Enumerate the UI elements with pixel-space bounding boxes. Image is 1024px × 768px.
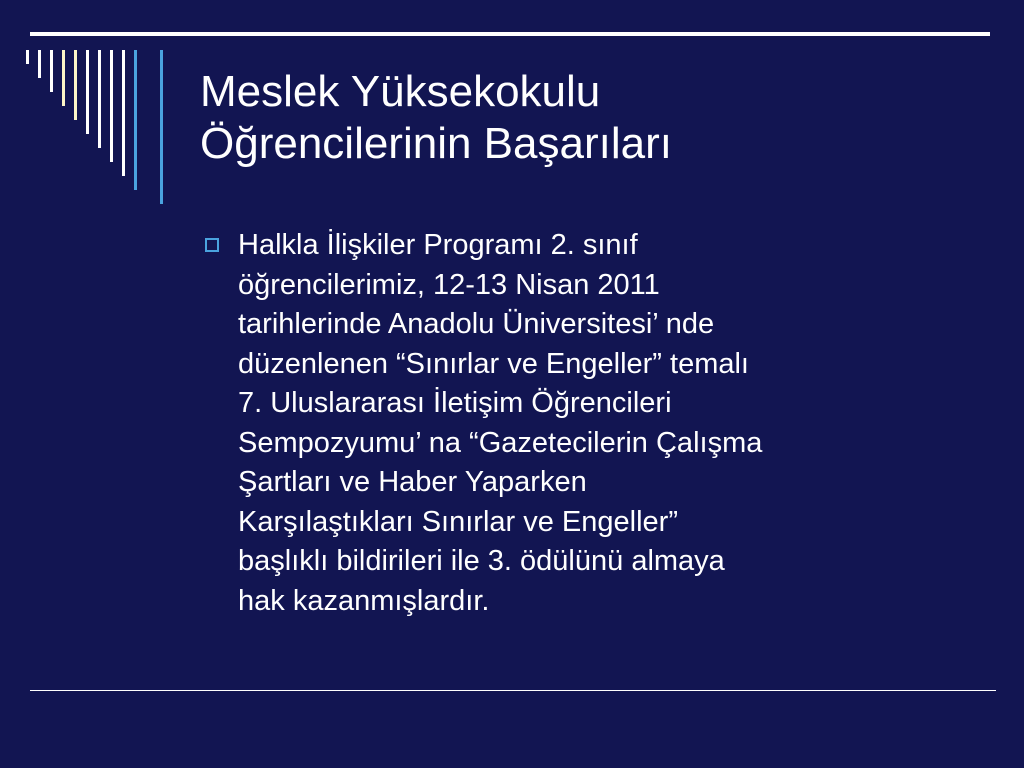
stripe [122,50,125,176]
title-line: Meslek Yüksekokulu [200,67,601,116]
bullet-line: düzenlenen “Sınırlar ve Engeller” temalı [238,347,749,380]
bullet-line: Karşılaştıkları Sınırlar ve Engeller” [238,505,678,538]
bullet-line: 7. Uluslararası İletişim Öğrencileri [238,387,672,419]
bullet-text [238,226,980,621]
hollow-square-bullet-icon [205,238,219,252]
stripe [74,50,77,120]
title-line: Öğrencilerinin Başarıları [200,119,672,168]
stripe [134,50,137,190]
bullet-line: başlıklı bildirileri ile 3. ödülünü almaya [238,545,725,577]
stripe [98,50,101,148]
bullet-line: öğrencilerimiz, 12-13 Nisan 2011 [238,268,660,301]
stripe [160,50,163,204]
bullet-line: Halkla İlişkiler Programı 2. sınıf [238,229,638,261]
stripe [38,50,41,78]
bullet-item [200,226,980,621]
bullet-list [200,226,980,621]
stripe [110,50,113,162]
slide-title [200,66,980,170]
bullet-line: Şartları ve Haber Yaparken [238,466,587,498]
stripe [50,50,53,92]
stripe [26,50,29,64]
bullet-line: hak kazanmışlardır. [238,584,490,617]
bottom-rule [30,690,996,691]
bullet-line: tarihlerinde Anadolu Üniversitesi’ nde [238,308,715,340]
stripe [86,50,89,134]
stripe [62,50,65,106]
decorative-stripes [0,0,200,220]
bullet-line: Sempozyumu’ na “Gazetecilerin Çalışma [238,426,763,459]
